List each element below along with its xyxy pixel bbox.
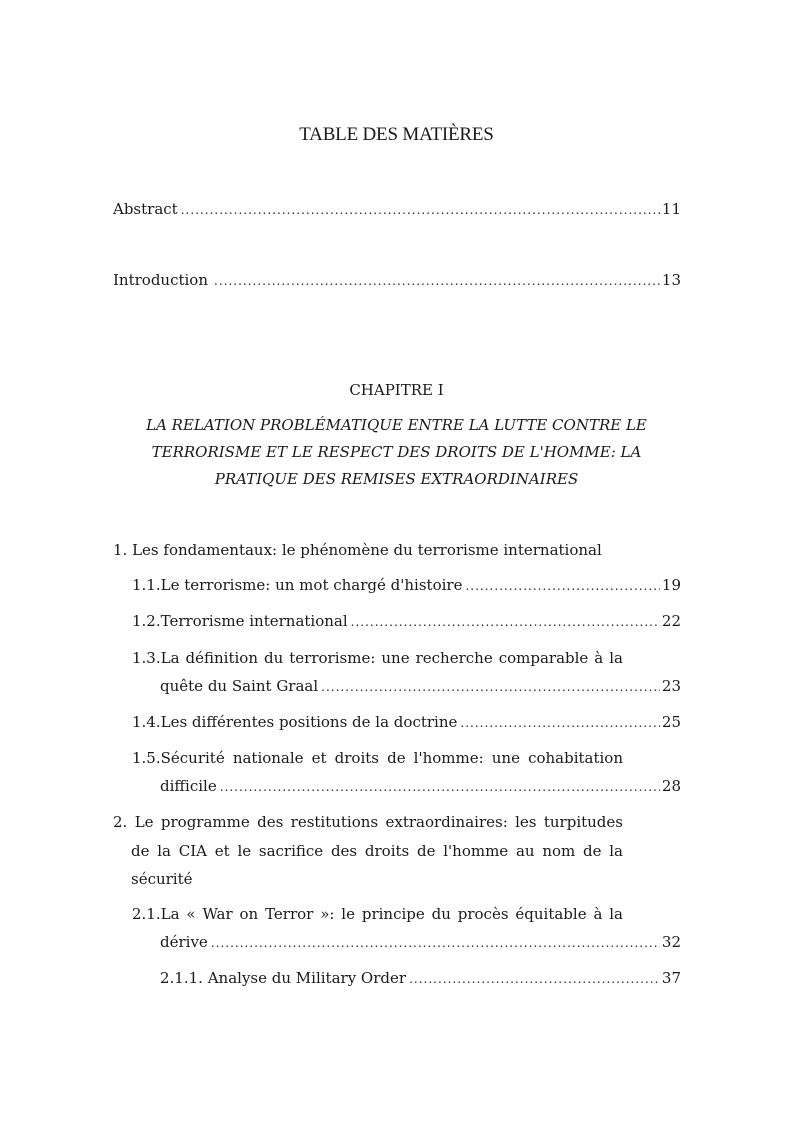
item-number: 1.5. <box>132 749 161 767</box>
section-heading-2-line2[interactable] <box>131 841 623 861</box>
toc-entry-label: quête du Saint Graal <box>160 677 319 695</box>
toc-entry-label: Le terrorisme: un mot chargé d'histoire <box>160 576 463 594</box>
toc-entry-page: 13 <box>661 271 681 289</box>
section-heading-1[interactable] <box>113 540 602 560</box>
leader-dots <box>460 716 660 731</box>
leader-dots <box>465 579 659 594</box>
chapter-title-line: PRATIQUE DES REMISES EXTRAORDINAIRES <box>214 470 579 488</box>
toc-entry-page: 28 <box>661 777 681 795</box>
section-number: 1. <box>113 541 128 559</box>
toc-entry-label: dérive <box>160 933 208 951</box>
leader-dots <box>409 972 660 987</box>
chapter-label: CHAPITRE I <box>349 381 444 399</box>
toc-entry-2-1-line1[interactable] <box>132 904 623 924</box>
toc-entry-abstract[interactable] <box>113 199 681 219</box>
chapter-title-line: TERRORISME ET LE RESPECT DES DROITS DE L'HOMME: LA <box>151 443 642 461</box>
item-number: 2.1.1. <box>160 969 203 987</box>
toc-entry-label: Terrorisme international <box>160 612 348 630</box>
toc-entry-label: Abstract <box>113 200 178 218</box>
toc-entry-label: Analyse du Military Order <box>207 969 407 987</box>
item-number: 1.4. <box>132 713 161 731</box>
toc-entry-page: 22 <box>661 612 681 630</box>
toc-entry-page: 19 <box>661 576 681 594</box>
leader-dots <box>321 680 660 695</box>
item-number: 1.3. <box>132 649 161 667</box>
toc-entry-introduction[interactable] <box>113 270 681 290</box>
leader-dots <box>181 203 660 218</box>
chapter-title <box>130 412 663 493</box>
section-heading-2-line3[interactable] <box>131 869 193 889</box>
toc-entry-1-1[interactable] <box>132 575 681 595</box>
item-number: 1.2. <box>132 612 161 630</box>
toc-entry-page: 32 <box>661 933 681 951</box>
toc-entry-1-4[interactable] <box>132 712 681 732</box>
section-title: de la CIA et le sacrifice des droits de l'homme au nom de la <box>131 842 623 860</box>
toc-entry-page: 23 <box>661 677 681 695</box>
toc-entry-1-3-line2[interactable] <box>160 676 681 696</box>
toc-entry-1-5-line2[interactable] <box>160 776 681 796</box>
section-title: sécurité <box>131 870 193 888</box>
toc-entry-2-1-line2[interactable] <box>160 932 681 952</box>
toc-entry-label: Introduction <box>113 271 208 289</box>
leader-dots <box>214 274 660 289</box>
toc-entry-1-3-line1[interactable] <box>132 648 623 668</box>
leader-dots <box>220 780 660 795</box>
toc-entry-label: Les différentes positions de la doctrine <box>160 713 458 731</box>
chapter-title-line: LA RELATION PROBLÉMATIQUE ENTRE LA LUTTE CONTRE LE <box>146 416 647 434</box>
toc-entry-page: 37 <box>661 969 681 987</box>
toc-entry-label: La définition du terrorisme: une recherche comparable à la <box>160 649 623 667</box>
toc-entry-page: 25 <box>661 713 681 731</box>
toc-entry-2-1-1[interactable] <box>160 968 681 988</box>
section-title: Les fondamentaux: le phénomène du terrorisme international <box>132 541 602 559</box>
section-number: 2. <box>113 813 128 831</box>
item-number: 1.1. <box>132 576 161 594</box>
toc-entry-1-5-line1[interactable] <box>132 748 623 768</box>
toc-entry-label: difficile <box>160 777 217 795</box>
section-title: Le programme des restitutions extraordinaires: les turpitudes <box>134 813 623 831</box>
leader-dots <box>211 936 660 951</box>
toc-entry-page: 11 <box>661 200 681 218</box>
toc-entry-label: La « War on Terror »: le principe du procès équitable à la <box>160 905 623 923</box>
item-number: 2.1. <box>132 905 161 923</box>
section-heading-2-line1[interactable] <box>113 812 623 832</box>
toc-entry-1-2[interactable] <box>132 611 681 631</box>
leader-dots <box>351 615 660 630</box>
toc-entry-label: Sécurité nationale et droits de l'homme: une cohabitation <box>160 749 623 767</box>
page-title: TABLE DES MATIÈRES <box>299 124 494 145</box>
